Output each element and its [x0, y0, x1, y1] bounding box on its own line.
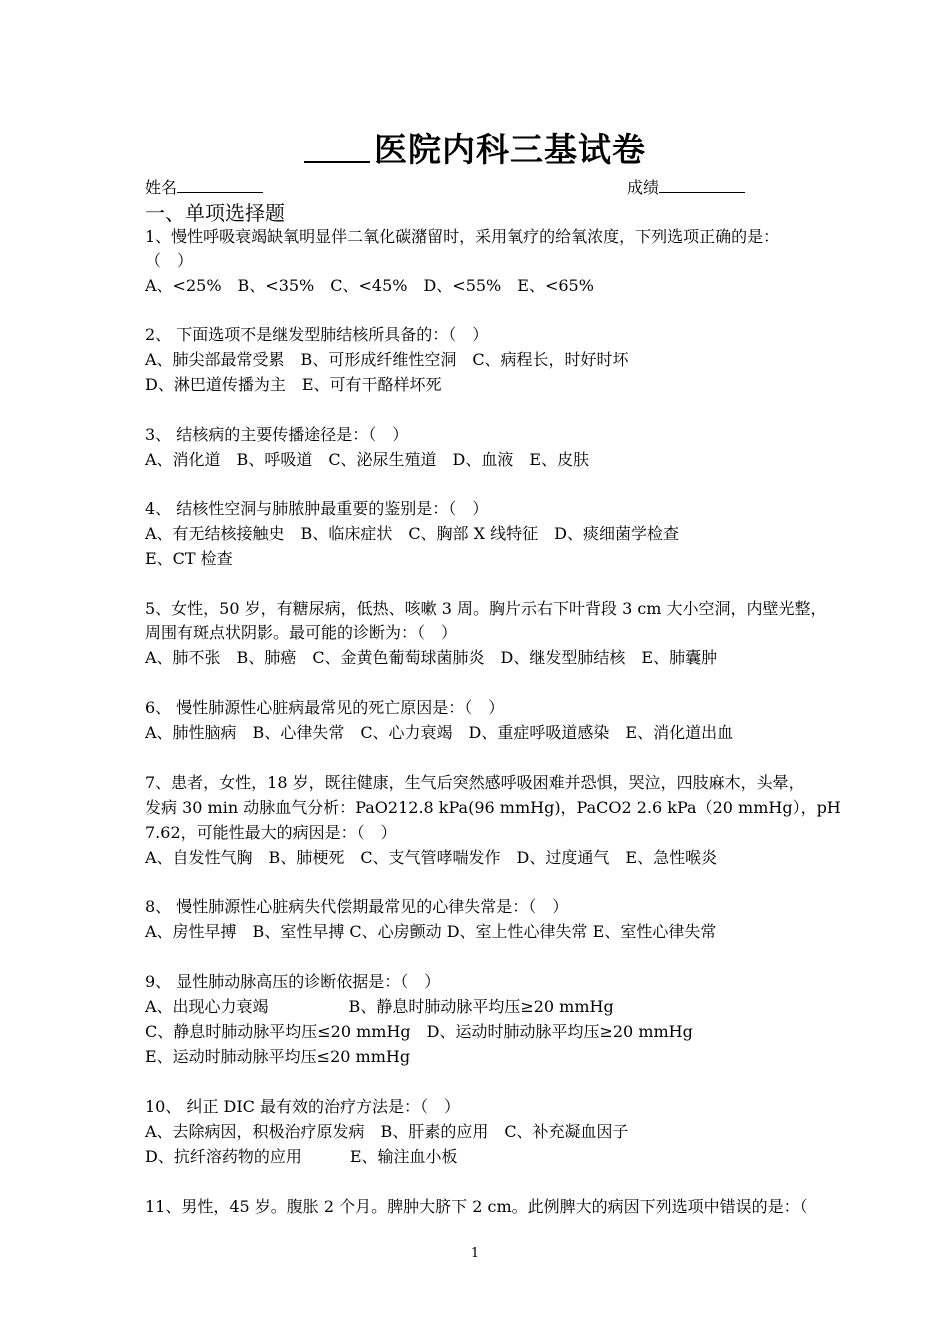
question-7-stem-line-2: 发病 30 min 动脉血气分析：PaO212.8 kPa(96 mmHg)，PaCO2 2.6 kPa（20 mmHg），pH — [145, 798, 841, 817]
score-field — [627, 175, 745, 200]
exam-title — [0, 128, 950, 172]
question-9-options-line-1: A、出现心力衰竭 B、静息时肺动脉平均压≥20 mmHg — [145, 997, 614, 1016]
exam-title-text: 医院内科三基试卷 — [374, 130, 646, 169]
question-4-stem: 4、 结核性空洞与肺脓肿最重要的鉴别是：（ ） — [145, 499, 489, 518]
question-11-stem: 11、男性，45 岁。腹胀 2 个月。脾肿大脐下 2 cm。此例脾大的病因下列选项中错误的是：（ — [145, 1197, 808, 1216]
page-number: 1 — [470, 1246, 480, 1261]
question-1-options: A、<25% B、<35% C、<45% D、<55% E、<65% — [145, 276, 594, 295]
question-5-stem-line-2: 周围有斑点状阴影。最可能的诊断为：（ ） — [145, 623, 458, 642]
question-8-options: A、房性早搏 B、室性早搏 C、心房颤动 D、室上性心律失常 E、室性心律失常 — [145, 922, 717, 941]
score-blank-line — [659, 175, 745, 193]
question-9-options-line-3: E、运动时肺动脉平均压≤20 mmHg — [145, 1047, 411, 1066]
question-4-options-line-1: A、有无结核接触史 B、临床症状 C、胸部 X 线特征 D、痰细菌学检查 — [145, 524, 679, 543]
question-2-stem: 2、 下面选项不是继发型肺结核所具备的：（ ） — [145, 325, 489, 344]
question-9-options-line-2: C、静息时肺动脉平均压≤20 mmHg D、运动时肺动脉平均压≥20 mmHg — [145, 1022, 693, 1041]
question-8-stem: 8、 慢性肺源性心脏病失代偿期最常见的心律失常是：（ ） — [145, 897, 569, 916]
section-heading: 一、单项选择题 — [145, 201, 285, 225]
question-10-options-line-2: D、抗纤溶药物的应用 E、输注血小板 — [145, 1147, 458, 1166]
question-7-options: A、自发性气胸 B、肺梗死 C、支气管哮喘发作 D、过度通气 E、急性喉炎 — [145, 848, 718, 867]
question-7-stem-line-1: 7、患者，女性，18 岁，既往健康，生气后突然感呼吸困难并恐惧，哭泣，四肢麻木，头晕， — [145, 773, 805, 792]
question-5-options: A、肺不张 B、肺癌 C、金黄色葡萄球菌肺炎 D、继发型肺结核 E、肺囊肿 — [145, 648, 718, 667]
question-9-stem: 9、 显性肺动脉高压的诊断依据是：（ ） — [145, 972, 441, 991]
question-6-stem: 6、 慢性肺源性心脏病最常见的死亡原因是：（ ） — [145, 698, 505, 717]
name-blank-line — [177, 175, 263, 193]
score-label: 成绩 — [627, 178, 660, 197]
name-field — [145, 175, 263, 200]
question-5-stem-line-1: 5、女性，50 岁，有糖尿病，低热、咳嗽 3 周。胸片示右下叶背段 3 cm 大小空洞，内壁光整， — [145, 599, 827, 618]
question-3-options: A、消化道 B、呼吸道 C、泌尿生殖道 D、血液 E、皮肤 — [145, 450, 590, 469]
question-10-stem: 10、 纠正 DIC 最有效的治疗方法是：（ ） — [145, 1097, 461, 1116]
question-4-options-line-2: E、CT 检查 — [145, 549, 233, 568]
question-1-stem-line-1: 1、慢性呼吸衰竭缺氧明显伴二氧化碳潴留时，采用氧疗的给氧浓度，下列选项正确的是： — [145, 227, 780, 246]
name-label: 姓名 — [145, 178, 178, 197]
question-3-stem: 3、 结核病的主要传播途径是：（ ） — [145, 425, 409, 444]
question-10-options-line-1: A、去除病因，积极治疗原发病 B、肝素的应用 C、补充凝血因子 — [145, 1122, 629, 1141]
question-2-options-line-2: D、淋巴道传播为主 E、可有干酪样坏死 — [145, 375, 442, 394]
question-6-options: A、肺性脑病 B、心律失常 C、心力衰竭 D、重症呼吸道感染 E、消化道出血 — [145, 723, 734, 742]
question-7-stem-line-3: 7.62，可能性最大的病因是：（ ） — [145, 823, 397, 842]
question-2-options-line-1: A、肺尖部最常受累 B、可形成纤维性空洞 C、病程长，时好时坏 — [145, 350, 629, 369]
hospital-name-blank — [304, 131, 370, 163]
question-1-stem-line-2: （ ） — [145, 251, 194, 270]
